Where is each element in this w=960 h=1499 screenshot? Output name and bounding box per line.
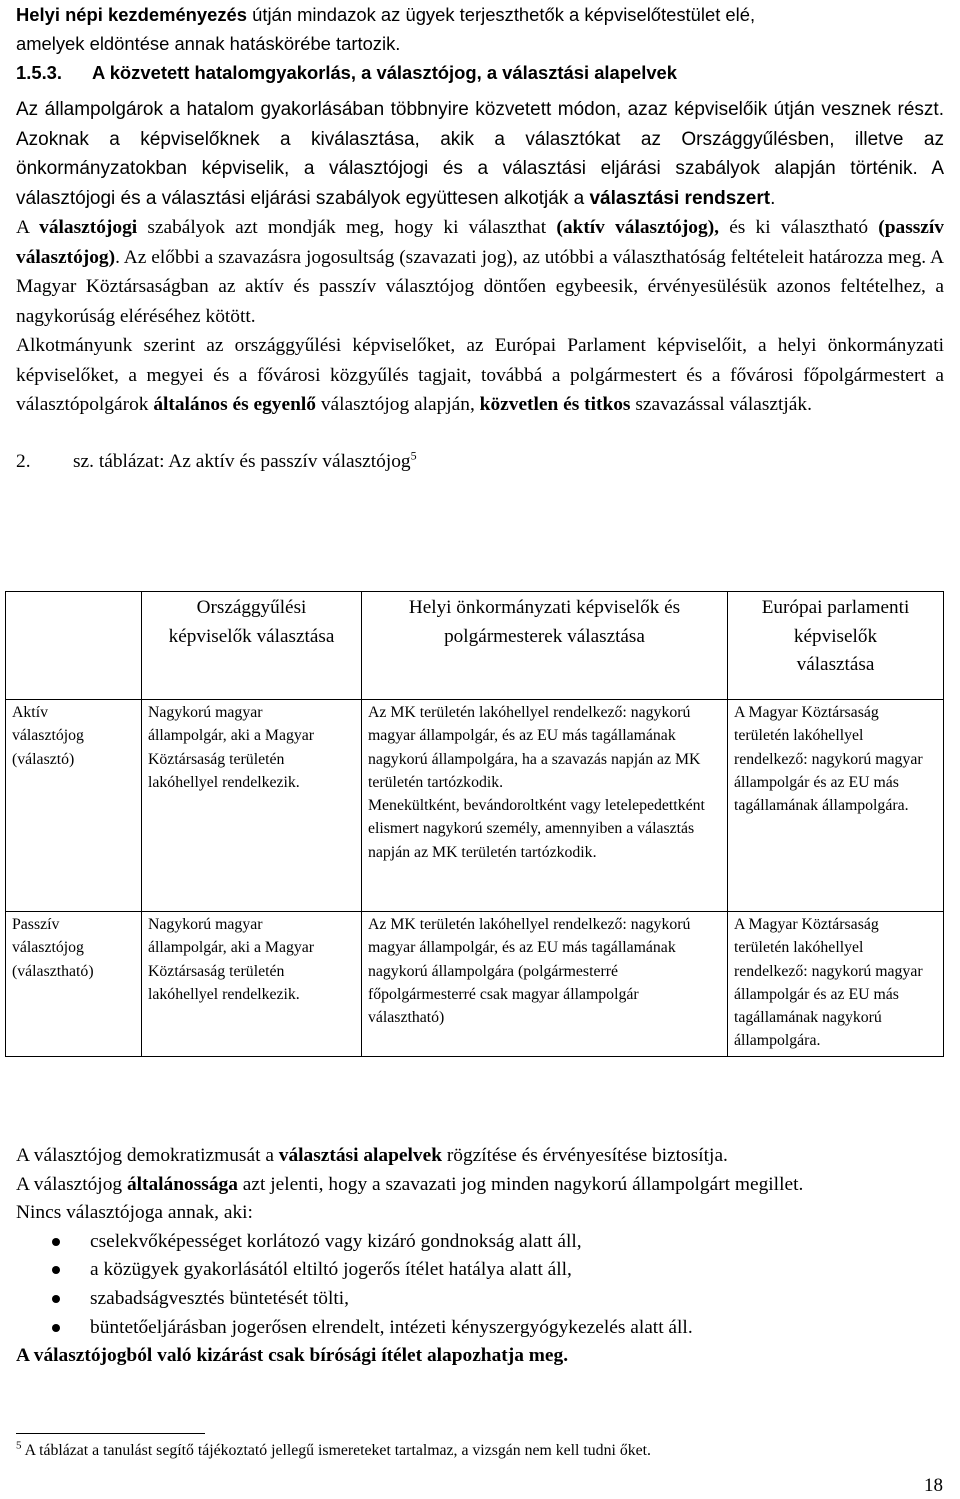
paragraph-indirect-power bbox=[16, 95, 944, 213]
after-bold-principles: választási alapelvek bbox=[278, 1145, 442, 1166]
cell-active-local-b: Menekültként, bevándoroltként vagy letelepedettként elismert nagykorú személy, amennyiben a választás napján az MK területén tartózkodik. bbox=[368, 797, 705, 861]
after-p1c: rögzítése és érvényesítése biztosítja. bbox=[441, 1145, 728, 1166]
voting-rights-table bbox=[5, 591, 944, 1057]
paragraph-constitution bbox=[16, 331, 944, 420]
paragraph-democratism bbox=[16, 1142, 944, 1171]
table-header-european: Európai parlamenti képviselők választása bbox=[728, 592, 944, 700]
para2-bold-voting-law: választójogi bbox=[39, 217, 138, 238]
intro-text bbox=[16, 0, 944, 58]
para3-s5: szavazással választják. bbox=[630, 394, 812, 415]
caption-text: sz. táblázat: Az aktív és passzív választójog bbox=[73, 450, 411, 472]
para2-bold-active: (aktív választójog), bbox=[556, 217, 719, 238]
after-p2a: A választójog bbox=[16, 1173, 127, 1195]
intro-rest: útján mindazok az ügyek terjeszthetők a képviselőtestület elé, bbox=[247, 4, 756, 25]
table-row bbox=[6, 700, 944, 912]
cell-passive-european: A Magyar Köztársaság területén lakóhellyel rendelkező: nagykorú magyar állampolgár és az EU más tagállamának nagykorú állampolgára. bbox=[728, 912, 944, 1057]
document-page bbox=[16, 0, 944, 496]
list-item bbox=[16, 1256, 944, 1285]
after-p2c: azt jelenti, hogy a szavazati jog minden nagykorú állampolgárt megillet. bbox=[237, 1173, 804, 1195]
page-number: 18 bbox=[924, 1475, 943, 1496]
para1-a: Az állampolgárok a hatalom gyakorlásában többnyire közvetett módon, azaz képviselőik útján vesznek részt. bbox=[16, 99, 944, 120]
para3-s3: választójog alapján, bbox=[315, 394, 480, 415]
list-item-text: a közügyek gyakorlásától eltiltó jogerős ítélet hatálya alatt áll, bbox=[90, 1259, 572, 1281]
caption-footnote-ref: 5 bbox=[410, 448, 417, 463]
table-corner-cell bbox=[6, 592, 142, 700]
cell-passive-local bbox=[362, 912, 728, 1057]
para2-s7: . Az előbbi a szavazásra jogosultság (szavazati jog), az utóbbi a választhatóság feltételeit határozza meg. bbox=[115, 246, 927, 268]
paragraph-voting-rules bbox=[16, 213, 944, 331]
intro-bold: Helyi népi kezdeményezés bbox=[16, 4, 248, 25]
table-caption bbox=[16, 448, 944, 477]
section-title: A közvetett hatalomgyakorlás, a választójog, a választási alapelvek bbox=[92, 62, 678, 83]
para3-bold-direct: közvetlen és titkos bbox=[479, 394, 631, 415]
bullet-icon bbox=[52, 1238, 60, 1246]
paragraph-no-right: Nincs választójoga annak, aki: bbox=[16, 1202, 253, 1224]
row-label-passive: Passzív választójog (választható) bbox=[6, 912, 142, 1057]
after-bold-generality: általánossága bbox=[126, 1173, 238, 1195]
row-label-active: Aktív választójog (választó) bbox=[6, 700, 142, 912]
footnote-divider bbox=[16, 1433, 205, 1434]
bullet-icon bbox=[52, 1324, 60, 1332]
cell-active-parliament: Nagykorú magyar állampolgár, aki a Magyar Köztársaság területén lakóhellyel rendelkezik. bbox=[142, 700, 362, 912]
table-header-row bbox=[6, 592, 944, 700]
bullet-icon bbox=[52, 1266, 60, 1274]
principles-section bbox=[16, 1142, 944, 1371]
cell-active-local bbox=[362, 700, 728, 912]
paragraph-exclusion-court bbox=[16, 1342, 944, 1371]
cell-active-european: A Magyar Köztársaság területén lakóhellyel rendelkező: nagykorú magyar állampolgár és az EU más tagállamának állampolgára. bbox=[728, 700, 944, 912]
footnote-number: 5 bbox=[16, 1439, 22, 1452]
para3-bold-general: általános és egyenlő bbox=[153, 394, 316, 415]
list-item-text: büntetőeljárásban jogerősen elrendelt, intézeti kényszergyógykezelés alatt áll. bbox=[90, 1316, 693, 1338]
para2-s5: és ki választható bbox=[719, 217, 879, 238]
final-bold-text: A választójogból való kizárást csak bírósági ítélet alapozhatja meg. bbox=[16, 1345, 569, 1367]
para2-s1: A bbox=[16, 217, 40, 238]
list-item bbox=[16, 1228, 944, 1257]
exclusion-list bbox=[16, 1228, 944, 1342]
list-item-text: szabadságvesztés büntetését tölti, bbox=[90, 1287, 349, 1309]
list-item bbox=[16, 1285, 944, 1314]
caption-number: 2. bbox=[16, 450, 31, 472]
list-item-text: cselekvőképességet korlátozó vagy kizáró gondnokság alatt áll, bbox=[90, 1230, 582, 1252]
para2-s8: A Magyar Köztársaságban az aktív és passzív választójog döntően egybeesik, érvényesülésük azonos feltételhez, a nagykorúság eléréséhez kötött. bbox=[16, 246, 944, 327]
bullet-icon bbox=[52, 1295, 60, 1303]
para2-s3: szabályok azt mondják meg, hogy ki választhat bbox=[137, 217, 557, 238]
para1-bold: választási rendszert bbox=[589, 187, 771, 209]
after-p1a: A választójog demokratizmusát a bbox=[16, 1145, 279, 1166]
footnote bbox=[16, 1440, 651, 1462]
section-number: 1.5.3. bbox=[16, 62, 63, 83]
para1-b: Azoknak a képviselőknek a kiválasztása, akik a választókat az Országgyűlésben, illetve az önkormányzatokban képviselik, a választójogi és a választási eljárási szabályok alapján történik. A választójogi és a választási eljárási szabályok együttesen alkotják a bbox=[16, 128, 944, 209]
table-row bbox=[6, 912, 944, 1057]
table-header-local: Helyi önkormányzati képviselők és polgármesterek választása bbox=[362, 592, 728, 700]
cell-active-local-a: Az MK területén lakóhellyel rendelkező: nagykorú magyar állampolgár, és az EU más tagállamának nagykorú állampolgára, ha a szavazás napján az MK területén tartózkodik. bbox=[368, 704, 701, 791]
table-header-parliament: Országgyűlési képviselők választása bbox=[142, 592, 362, 700]
para3-s1: Alkotmányunk szerint az országgyűlési képviselőket, az Európai Parlament képviselőit, a helyi önkormányzati képviselőket, a megyei és a fővárosi közgyűlés tagjait, továbbá a polgármestert és a fővárosi főpolgármestert a választópolgárok bbox=[16, 335, 944, 415]
intro-line2: amelyek eldöntése annak hatáskörébe tartozik. bbox=[16, 33, 401, 54]
footnote-text: A táblázat a tanulást segítő tájékoztató jellegű ismereteket tartalmaz, a vizsgán nem kell tudni őket. bbox=[21, 1442, 651, 1459]
cell-passive-parliament: Nagykorú magyar állampolgár, aki a Magyar Köztársaság területén lakóhellyel rendelkezik. bbox=[142, 912, 362, 1057]
cell-passive-local-a: Az MK területén lakóhellyel rendelkező: nagykorú magyar állampolgár, és az EU más tagállamának nagykorú állampolgára (polgármesterré főpolgármesterré csak magyar állampolgár választható) bbox=[368, 916, 691, 1027]
para2-bold-passive: (passzív választójog) bbox=[16, 217, 944, 268]
section-heading bbox=[16, 58, 944, 87]
para1-end: . bbox=[770, 187, 776, 209]
paragraph-generality bbox=[16, 1171, 944, 1200]
list-item bbox=[16, 1314, 944, 1343]
